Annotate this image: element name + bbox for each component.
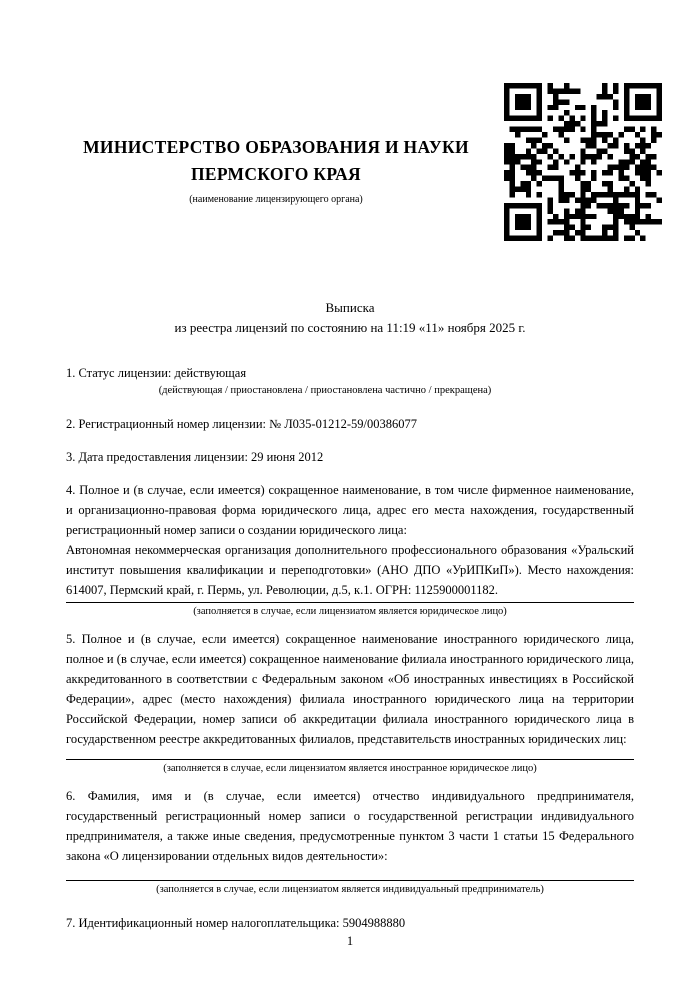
org-name-line1: МИНИСТЕРСТВО ОБРАЗОВАНИЯ И НАУКИ <box>83 137 469 157</box>
org-name <box>66 134 486 188</box>
item-6-label: 6. Фамилия, имя и (в случае, если имеется) отчество индивидуального предпринимателя, государственный регистрационный номер записи о государственной регистрации индивидуального предпринимателя, а также иные сведения, предусмотренные пунктом 3 части 1 статьи 15 Федерального закона «О лицензировании отдельных видов деятельности»: <box>66 789 634 863</box>
fill-line <box>66 759 634 760</box>
item-6-caption: (заполняется в случае, если лицензиатом является индивидуальный предприниматель) <box>156 884 544 895</box>
org-name-line2: ПЕРМСКОГО КРАЯ <box>191 164 361 184</box>
org-name-caption: (наименование лицензирующего органа) <box>189 194 363 205</box>
item-1-license-status <box>66 363 634 398</box>
document-title-line1: Выписка <box>325 300 375 315</box>
item-4-value: Автономная некоммерческая организация дополнительного профессионального образования «Уральский институт повышения квалификации и переподготовки» (АНО ДПО «УрИПКиП»). Место нахождения: 614007, Пермский край, г. Пермь, ул. Революции, д.5, к.1. ОГРН: 1125900001182. <box>66 543 634 597</box>
item-4-label: 4. Полное и (в случае, если имеется) сокращенное наименование, в том числе фирменное наименование, и организационно-правовая форма юридического лица, адрес его места нахождения, государственный регистрационный номер записи о создании юридического лица: <box>66 483 634 537</box>
item-5-foreign-legal-entity <box>66 629 634 776</box>
page-number: 1 <box>346 934 354 948</box>
item-5-caption: (заполняется в случае, если лицензиатом является иностранное юридическое лицо) <box>163 763 537 774</box>
item-4-caption: (заполняется в случае, если лицензиатом является юридическое лицо) <box>193 606 507 617</box>
item-1-text: 1. Статус лицензии: действующая <box>66 366 247 380</box>
item-2-registration-number: 2. Регистрационный номер лицензии: № Л035-01212-59/00386077 <box>66 417 417 431</box>
item-7-taxpayer-id: 7. Идентификационный номер налогоплательщика: 5904988880 <box>66 916 406 930</box>
item-6-individual-entrepreneur <box>66 786 634 897</box>
qr-code-image <box>504 83 662 241</box>
document-title-line2: из реестра лицензий по состоянию на 11:19 «11» ноября 2025 г. <box>174 320 526 335</box>
qr-code-icon <box>504 83 662 241</box>
fill-line <box>66 602 634 603</box>
item-3-license-grant-date: 3. Дата предоставления лицензии: 29 июня 2012 <box>66 450 324 464</box>
item-5-label: 5. Полное и (в случае, если имеется) сокращенное наименование иностранного юридического лица, полное и (в случае, если имеется) сокращенное наименование филиала иностранного юридического лица, аккредитованного в соответствии с Федеральным законом «Об иностранных инвестициях в Российской Федерации», адрес (место нахождения) филиала иностранного юридического лица на территории Российской Федерации, номер записи об аккредитации филиала иностранного юридического лица в государственном реестре аккредитованных филиалов, представительств иностранных юридических лиц: <box>66 632 634 746</box>
blank-gap <box>66 749 634 757</box>
licensing-authority-header <box>66 0 486 206</box>
blank-gap <box>66 866 634 878</box>
document-title <box>0 298 700 338</box>
item-1-options-caption: (действующая / приостановлена / приостановлена частично / прекращена) <box>158 385 492 396</box>
fill-line <box>66 880 634 881</box>
document-body <box>66 363 634 933</box>
item-4-legal-entity <box>66 480 634 619</box>
